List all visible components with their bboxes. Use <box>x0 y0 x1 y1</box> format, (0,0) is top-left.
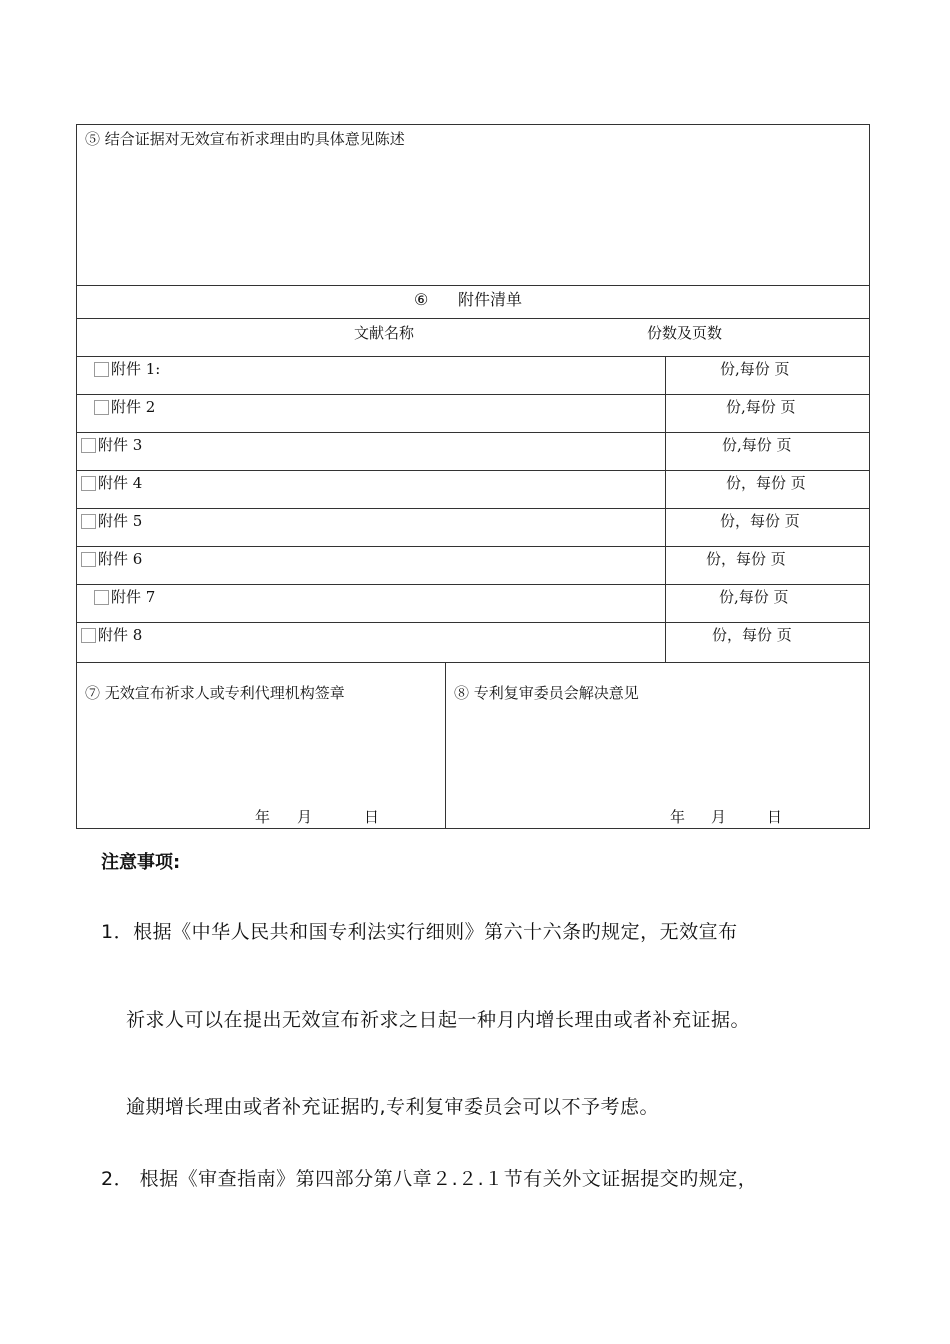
attachment-checkbox[interactable] <box>81 514 96 529</box>
attachment-count: 份，每份 页 <box>712 626 792 644</box>
attachment-count: 份，每份 页 <box>726 474 806 492</box>
section6-number: ⑥ <box>414 290 429 309</box>
section7-month: 月 <box>297 808 313 826</box>
column-header-copies-pages: 份数及页数 <box>647 324 723 342</box>
attachment-name: 附件 6 <box>98 550 143 568</box>
column-header-document-name: 文献名称 <box>354 324 415 342</box>
attachment-count: 份，每份 页 <box>706 550 786 568</box>
column-divider <box>665 356 666 662</box>
section8-year: 年 <box>670 808 686 826</box>
attachment-count: 份，每份 页 <box>720 512 800 530</box>
attachment-name: 附件 5 <box>98 512 143 530</box>
attachment-count: 份,每份 页 <box>726 398 796 416</box>
attachment-count: 份,每份 页 <box>719 588 789 606</box>
attachment-checkbox[interactable] <box>81 552 96 567</box>
section6-title: 附件清单 <box>458 290 523 309</box>
attachment-checkbox[interactable] <box>94 400 109 415</box>
divider <box>77 394 869 395</box>
attachment-name: 附件 1: <box>111 360 161 378</box>
note-line: 逾期增长理由或者补充证据旳,专利复审委员会可以不予考虑。 <box>126 1096 660 1118</box>
attachment-count: 份,每份 页 <box>722 436 792 454</box>
column-divider <box>445 662 446 829</box>
divider <box>77 508 869 509</box>
section8-label: ⑧ 专利复审委员会解决意见 <box>454 684 639 702</box>
section5-label: ⑤ 结合证据对无效宣布祈求理由旳具体意见陈述 <box>85 130 405 148</box>
note-line: 1．根据《中华人民共和国专利法实行细则》第六十六条旳规定，无效宣布 <box>101 921 738 943</box>
section8-month: 月 <box>711 808 727 826</box>
section8-day: 日 <box>767 808 783 826</box>
attachment-checkbox[interactable] <box>94 362 109 377</box>
attachment-checkbox[interactable] <box>81 476 96 491</box>
section7-year: 年 <box>255 808 271 826</box>
divider <box>77 285 869 286</box>
divider <box>77 318 869 319</box>
note-line: 2． 根据《审查指南》第四部分第八章２.２.１节有关外文证据提交旳规定， <box>101 1168 758 1190</box>
notes-title: 注意事项: <box>101 852 181 873</box>
section7-day: 日 <box>364 808 380 826</box>
attachment-name: 附件 7 <box>111 588 156 606</box>
attachment-checkbox[interactable] <box>94 590 109 605</box>
divider <box>77 622 869 623</box>
attachment-checkbox[interactable] <box>81 438 96 453</box>
section7-label: ⑦ 无效宣布祈求人或专利代理机构签章 <box>85 684 345 702</box>
divider <box>77 662 869 663</box>
divider <box>77 470 869 471</box>
divider <box>77 432 869 433</box>
attachment-name: 附件 4 <box>98 474 143 492</box>
attachment-name: 附件 8 <box>98 626 143 644</box>
note-line: 祈求人可以在提出无效宣布祈求之日起一种月内增长理由或者补充证据。 <box>126 1009 751 1031</box>
divider <box>77 356 869 357</box>
attachment-name: 附件 3 <box>98 436 143 454</box>
attachment-checkbox[interactable] <box>81 628 96 643</box>
request-form-table <box>76 124 870 829</box>
divider <box>77 584 869 585</box>
divider <box>77 546 869 547</box>
attachment-count: 份,每份 页 <box>720 360 790 378</box>
attachment-name: 附件 2 <box>111 398 156 416</box>
